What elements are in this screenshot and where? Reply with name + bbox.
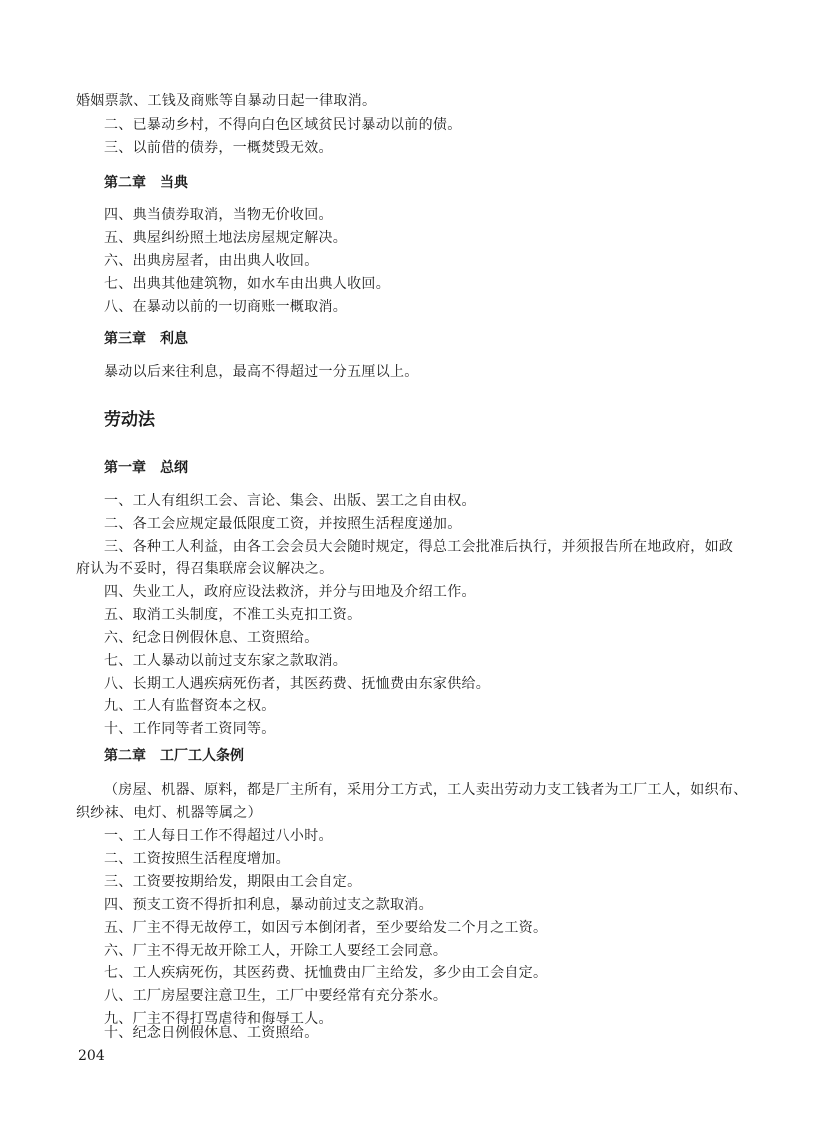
list-item: 七、工人暴动以前过支东家之款取消。 [104, 653, 348, 669]
list-item: 十、工作同等者工资同等。 [104, 721, 276, 737]
list-item: 六、纪念日例假休息、工资照给。 [104, 630, 319, 646]
list-item: 三、各种工人利益，由各工会会员大会随时规定，得总工会批准后执行，并须报告所在地政府，如政 [104, 539, 734, 555]
list-item: 三、工资要按期给发，期限由工会自定。 [104, 874, 362, 890]
list-item: 五、厂主不得无故停工，如因亏本倒闭者，至少要给发二个月之工资。 [104, 920, 548, 936]
list-item: 八、工厂房屋要注意卫生，工厂中要经常有充分茶水。 [104, 988, 448, 1004]
list-item: 七、工人疾病死伤，其医药费、抚恤费由厂主给发，多少由工会自定。 [104, 965, 548, 981]
section-heading: 劳动法 [104, 410, 155, 430]
chapter-note-continued: 织纱袜、电灯、机器等属之） [76, 805, 262, 821]
chapter-note: （房屋、机器、原料，都是厂主所有，采用分工方式，工人卖出劳动力支工钱者为工厂工人，如织布、 [104, 782, 748, 798]
body-line: 二、已暴动乡村，不得向白色区域贫民讨暴动以前的债。 [104, 117, 462, 133]
list-item: 六、出典房屋者，由出典人收回。 [104, 253, 319, 269]
body-line: 三、以前借的债券，一概焚毁无效。 [104, 140, 333, 156]
list-item: 九、厂主不得打骂虐待和侮辱工人。 [104, 1011, 333, 1027]
list-item: 八、长期工人遇疾病死伤者，其医药费、抚恤费由东家供给。 [104, 676, 491, 692]
page-number: 204 [78, 1048, 105, 1064]
chapter-heading: 第三章 利息 [104, 331, 188, 347]
list-item-continued: 府认为不妥时，得召集联席会议解决之。 [76, 561, 334, 577]
list-item: 十、纪念日例假休息、工资照给。 [104, 1025, 319, 1041]
body-line: 婚姻票款、工钱及商账等自暴动日起一律取消。 [76, 93, 377, 109]
list-item: 五、典屋纠纷照土地法房屋规定解决。 [104, 230, 348, 246]
list-item: 二、工资按照生活程度增加。 [104, 851, 290, 867]
chapter-heading: 第一章 总纲 [104, 460, 188, 476]
list-item: 八、在暴动以前的一切商账一概取消。 [104, 299, 348, 315]
body-line: 暴动以后来往利息，最高不得超过一分五厘以上。 [104, 364, 419, 380]
list-item: 四、失业工人，政府应设法救济，并分与田地及介绍工作。 [104, 584, 476, 600]
list-item: 二、各工会应规定最低限度工资，并按照生活程度递加。 [104, 516, 462, 532]
chapter-heading: 第二章 当典 [104, 175, 188, 191]
list-item: 四、预支工资不得折扣利息，暴动前过支之款取消。 [104, 897, 433, 913]
list-item: 一、工人有组织工会、言论、集会、出版、罢工之自由权。 [104, 493, 476, 509]
list-item: 六、厂主不得无故开除工人，开除工人要经工会同意。 [104, 943, 448, 959]
list-item: 七、出典其他建筑物，如水车由出典人收回。 [104, 276, 390, 292]
list-item: 四、典当债券取消，当物无价收回。 [104, 207, 333, 223]
list-item: 九、工人有监督资本之权。 [104, 698, 276, 714]
chapter-heading: 第二章 工厂工人条例 [104, 748, 244, 764]
list-item: 五、取消工头制度，不准工头克扣工资。 [104, 607, 362, 623]
list-item: 一、工人每日工作不得超过八小时。 [104, 828, 333, 844]
